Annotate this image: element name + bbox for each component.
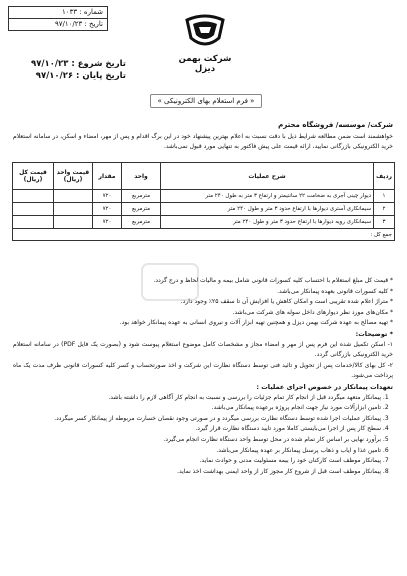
row-description: سیمانکاری آستری دیوارها با ارتفاع حدود ۳ متر و طول ۲۴۰ متر xyxy=(161,203,374,216)
row-description: دیوار چینی آجری به ضخامت ۲۲ سانتیمتر و ارتفاع ۳ متر به طول ۲۴۰ متر xyxy=(161,190,374,203)
list-item: 1. پیمانکار متعهد میگردد قبل از انجام کار تمام جزئیات را بررسی و نسبت به انجام کار آگاهی لازم را داشته باشد. xyxy=(13,393,381,404)
company-logo xyxy=(170,14,240,74)
document-number-box xyxy=(8,6,108,31)
row-total-price-cell[interactable] xyxy=(13,216,54,229)
condition-item: * تهیه مصالح به عهده شرکت بهمن دیزل و همچنین تهیه ابزار آلات و نیروی انسانی به عهده پیمانکار خواهد بود. xyxy=(119,319,393,327)
form-title: « فرم استعلام بهای الکترونیکی » xyxy=(150,94,262,108)
header-row-number: ردیف xyxy=(374,163,395,190)
row-unit: مترمربع xyxy=(122,203,161,216)
header-quantity: مقدار xyxy=(93,163,122,190)
row-unit-price-cell[interactable] xyxy=(54,203,93,216)
table-row xyxy=(13,190,395,203)
explanations-title: * توضیحات: xyxy=(355,329,393,338)
logo-emblem-icon xyxy=(183,14,227,50)
condition-item: * متراژ اعلام شده تقریبی است و امکان کاهش یا افزایش آن تا سقف ۲۵٪ وجود دارد. xyxy=(180,298,393,306)
row-total-price-cell[interactable] xyxy=(13,203,54,216)
obligations-list xyxy=(13,393,393,478)
header-unit-price: قیمت واحد (ریال) xyxy=(54,163,93,190)
list-item: 4. سطح کار پس از اجرا می‌بایستی کاملا مورد تایید دستگاه نظارت قرار گیرد. xyxy=(13,424,381,435)
condition-item: * مکان‌های مورد نظر دیوارهای داخل سوله های شرکت می‌باشد. xyxy=(232,308,393,316)
items-table xyxy=(12,162,395,241)
list-item: 2. تامین ابزارآلات مورد نیاز جهت انجام پروژه برعهده پیمانکار می‌باشد. xyxy=(13,403,381,414)
condition-item: * کلیه کسورات قانونی بعهده پیمانکار می‌باشد. xyxy=(277,287,393,295)
deadline-dates xyxy=(6,58,126,82)
company-name: شرکت بهمن دیزل xyxy=(178,54,232,74)
row-description: سیمانکاری رویه دیوارها با ارتفاع حدود ۳ متر و طول ۲۴۰ متر xyxy=(161,216,374,229)
header-total-price: قیمت کل (ریال) xyxy=(13,163,54,190)
addressee: شرکت/ موسسه/ فروشگاه محترم xyxy=(278,121,393,129)
row-unit: مترمربع xyxy=(122,216,161,229)
row-quantity: ۷۲۰ xyxy=(93,203,122,216)
row-number: ۳ xyxy=(374,216,395,229)
list-item: 3. پیمانکار عملیات اجرا شده توسط دستگاه نظارت بررسی میگردد و در صورتی وجود نقصان خسارت مربوطه از پیمانکار کسر میگردد. xyxy=(13,414,381,425)
sum-label: جمع کل : xyxy=(13,229,395,241)
row-unit: مترمربع xyxy=(122,190,161,203)
explanation-item: ۲- کل بهای کالا/خدمات پس از تحویل و تائید فنی توسط دستگاه نظارت این شرکت و اخذ صورتحساب و کسر کلیه کسورات قانونی ظرف مدت یک ماه پرداخت می‌شود. xyxy=(13,361,393,380)
row-unit-price-cell[interactable] xyxy=(54,216,93,229)
document-date: تاریخ : ۹۷/۱۰/۲۳ xyxy=(54,20,103,28)
list-item: 8. پیمانکار موظف است قبل از شروع کار مجوز کار از واحد ایمنی بهداشت اخذ نماید. xyxy=(13,467,381,478)
list-item: 6. تامین غذا و ایاب و ذهاب پرسنل پیمانکار بر عهده پیمانکار می‌باشد. xyxy=(13,446,381,457)
obligations-title: تعهدات پیمانکار در خصوص اجرای عملیات : xyxy=(256,382,393,391)
condition-item: * قیمت کل مبلغ استعلام با احتساب کلیه کسورات قانونی شامل بیمه و مالیات لحاظ و درج گردد. xyxy=(153,277,393,284)
header-unit: واحد xyxy=(122,163,161,190)
start-date: تاریخ شروع : ۹۷/۱۰/۲۳ xyxy=(31,59,126,69)
table-header-row xyxy=(13,163,395,190)
list-item: 7. پیمانکار موظف است کارکنان خود را بیمه مسئولیت مدنی و حوادث نماید. xyxy=(13,456,381,467)
row-unit-price-cell[interactable] xyxy=(54,190,93,203)
row-total-price-cell[interactable] xyxy=(13,190,54,203)
table-row xyxy=(13,203,395,216)
list-item: 5. برآورد نهایی بر اساس کار تمام شده در محل توسط واحد دستگاه نظارت انجام می‌گیرد. xyxy=(13,435,381,446)
table-row xyxy=(13,216,395,229)
row-number: ۱ xyxy=(374,190,395,203)
document-number: شماره : ۱۰۳۳ xyxy=(9,7,107,19)
row-quantity: ۷۲۰ xyxy=(93,190,122,203)
row-quantity: ۷۲۰ xyxy=(93,216,122,229)
header-description: شرح عملیات xyxy=(161,163,374,190)
intro-paragraph: خواهشمند است ضمن مطالعه شرایط ذیل با دقت نسبت به اعلام بهترین پیشنهاد خود در این برگ اقدام و پس از مهر، امضاء و اسکن، در سامانه استعلام خرید الکترونیکی بازرگانی نمایید، ارائه قیمت علی پیش فاکتور به تنهایی مورد قبول نمی‌باشد. xyxy=(13,133,393,150)
explanation-item: ۱- اسکن تکمیل شده این فرم پس از مهر و امضاء مجاز و مشخصات کامل موضوع استعلام پیوست شود و (بصورت یک فایل PDF) در سامانه استعلام خرید الکترونیکی بازرگانی گردد. xyxy=(13,340,393,359)
row-number: ۲ xyxy=(374,203,395,216)
end-date: تاریخ پایان : ۹۷/۱۰/۲۶ xyxy=(35,71,126,81)
table-sum-row xyxy=(13,229,395,241)
notes-section xyxy=(13,276,393,477)
